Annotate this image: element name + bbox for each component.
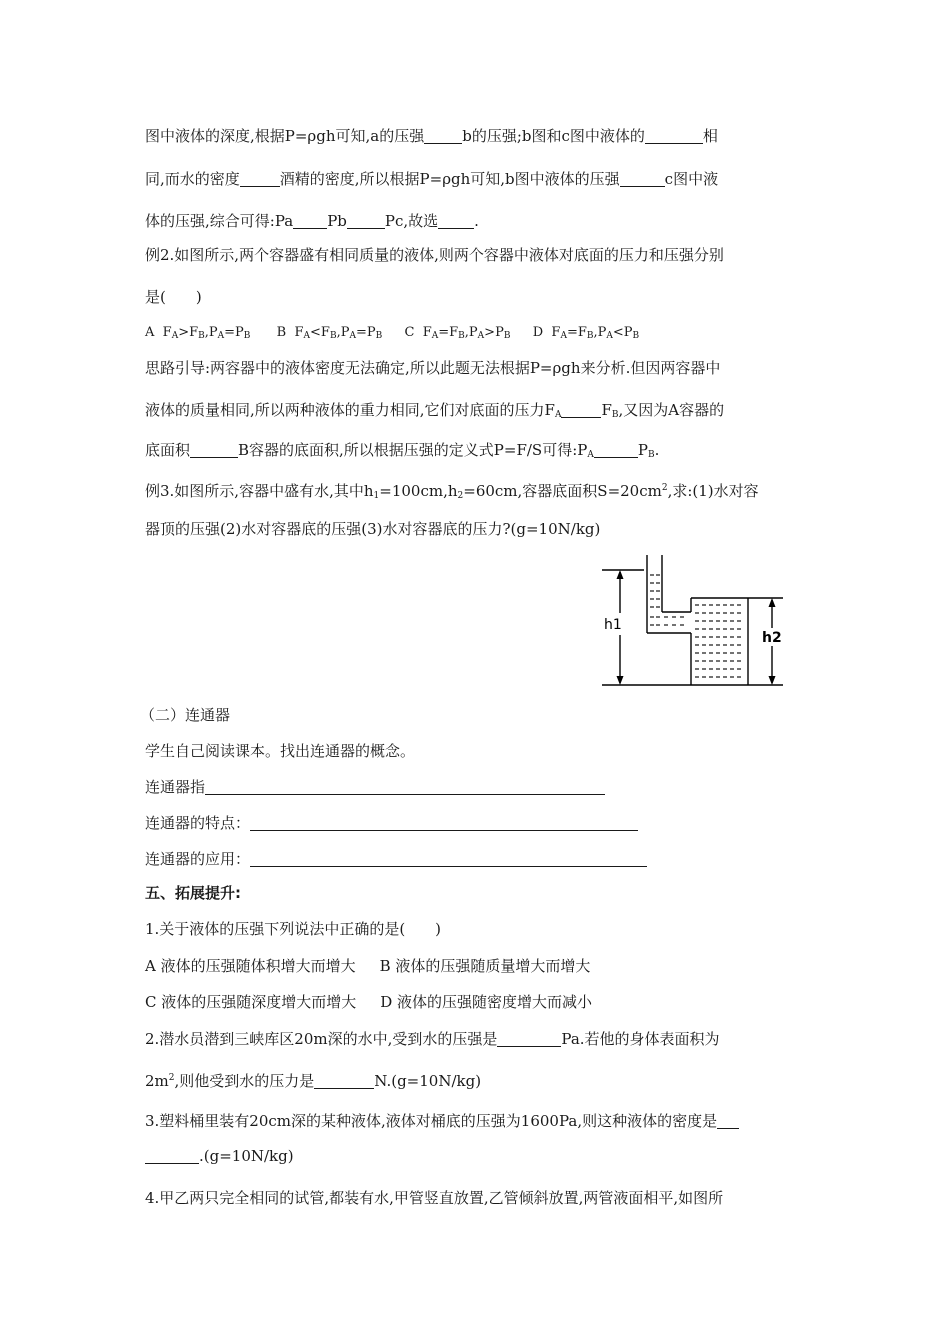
option-d[interactable]: D $F_A=F_B,P_A<P_B$ — [532, 325, 640, 341]
option-a[interactable]: A $F_A>F_B,P_A=P_B$ — [145, 325, 251, 341]
blank[interactable] — [314, 1073, 374, 1089]
ex2-question-line2: 是( ) — [145, 288, 202, 306]
s5-q2-line1: 2.潜水员潜到三峡库区20m深的水中,受到水的压强是 Pa.若他的身体表面积为 — [145, 1030, 720, 1048]
section2-title: （二）连通器 — [140, 706, 231, 724]
option-b[interactable]: B $F_A<F_B,P_A=P_B$ — [276, 325, 383, 341]
blank[interactable] — [497, 1031, 561, 1047]
section5-title: 五、拓展提升: — [145, 884, 241, 902]
container-figure — [598, 553, 808, 695]
option-b[interactable]: B 液体的压强随质量增大而增大 — [379, 957, 591, 975]
option-c[interactable]: C $F_A=F_B,P_A>P_B$ — [404, 325, 511, 341]
h1-label: h1 — [604, 617, 622, 633]
s5-q1-options-ab — [145, 956, 590, 976]
option-a[interactable]: A 液体的压强随体积增大而增大 — [145, 957, 356, 975]
ex2-hint-line3: 底面积 B容器的底面积,所以根据压强的定义式P=F/S可得$:P_A$ $P_B$. — [145, 441, 660, 460]
blank[interactable] — [293, 213, 327, 229]
s5-q2-line2: $2m^2$,则他受到水的压力是 N.(g=10N/kg) — [145, 1072, 482, 1090]
s5-q3-line1: 3.塑料桶里装有20cm深的某种液体,液体对桶底的压强为1600Pa,则这种液体的密度是 — [145, 1111, 739, 1131]
blank[interactable] — [561, 402, 601, 418]
blank[interactable] — [438, 213, 474, 229]
section2-feature: 连通器的特点： — [145, 813, 638, 833]
ex2-options — [145, 323, 639, 346]
blank[interactable] — [620, 171, 665, 187]
ex1-line1: 图中液体的深度,根据P=ρgh可知,a的压强 b的压强;b图和c图中液体的 相 — [145, 127, 718, 145]
blank[interactable] — [594, 442, 638, 458]
ex1-line2: 同,而水的密度 酒精的密度,所以根据P=ρgh可知,b图中液体的压强 c图中液 — [145, 170, 719, 188]
option-d[interactable]: D 液体的压强随密度增大而减小 — [380, 993, 593, 1011]
blank[interactable] — [645, 128, 703, 144]
ex3-line2: 器顶的压强(2)水对容器底的压强(3)水对容器底的压力?(g=10N/kg) — [145, 520, 601, 538]
option-c[interactable]: C 液体的压强随深度增大而增大 — [145, 993, 357, 1011]
blank[interactable] — [190, 442, 238, 458]
blank[interactable] — [145, 1148, 199, 1164]
s5-q1-options-cd — [145, 992, 592, 1012]
usage-answer-line[interactable] — [250, 851, 647, 867]
s5-q4: 4.甲乙两只完全相同的试管,都装有水,甲管竖直放置,乙管倾斜放置,两管液面相平,如图所 — [145, 1189, 724, 1207]
h2-label: h2 — [762, 630, 782, 646]
ex3-line1: 例3.如图所示,容器中盛有水,其中$h_1=100cm,h_2=60cm$,容器底面积$S=20cm^2$,求:(1)水对容 — [145, 482, 759, 501]
s5-q1: 1.关于液体的压强下列说法中正确的是( ) — [145, 920, 442, 938]
blank[interactable] — [424, 128, 462, 144]
blank[interactable] — [347, 213, 385, 229]
section2-def: 连通器指 — [145, 777, 605, 797]
blank[interactable] — [717, 1113, 739, 1129]
s5-q3-line2: .(g=10N/kg) — [145, 1146, 294, 1166]
ex1-line3: 体的压强,综合可得:Pa Pb Pc,故选 . — [145, 212, 479, 230]
def-answer-line[interactable] — [205, 779, 605, 795]
feature-answer-line[interactable] — [250, 815, 638, 831]
ex2-hint-line2: 液体的质量相同,所以两种液体的重力相同,它们对底面的压力$F_A$ $F_B$,又因为A容器的 — [145, 401, 725, 420]
ex2-question-line1: 例2.如图所示,两个容器盛有相同质量的液体,则两个容器中液体对底面的压力和压强分别 — [145, 246, 724, 264]
section2-usage: 连通器的应用： — [145, 849, 647, 869]
section2-read: 学生自己阅读课本。找出连通器的概念。 — [145, 742, 416, 760]
blank[interactable] — [240, 171, 280, 187]
ex2-hint-line1: 思路引导:两容器中的液体密度无法确定,所以此题无法根据P=ρgh来分析.但因两容器中 — [145, 359, 721, 377]
